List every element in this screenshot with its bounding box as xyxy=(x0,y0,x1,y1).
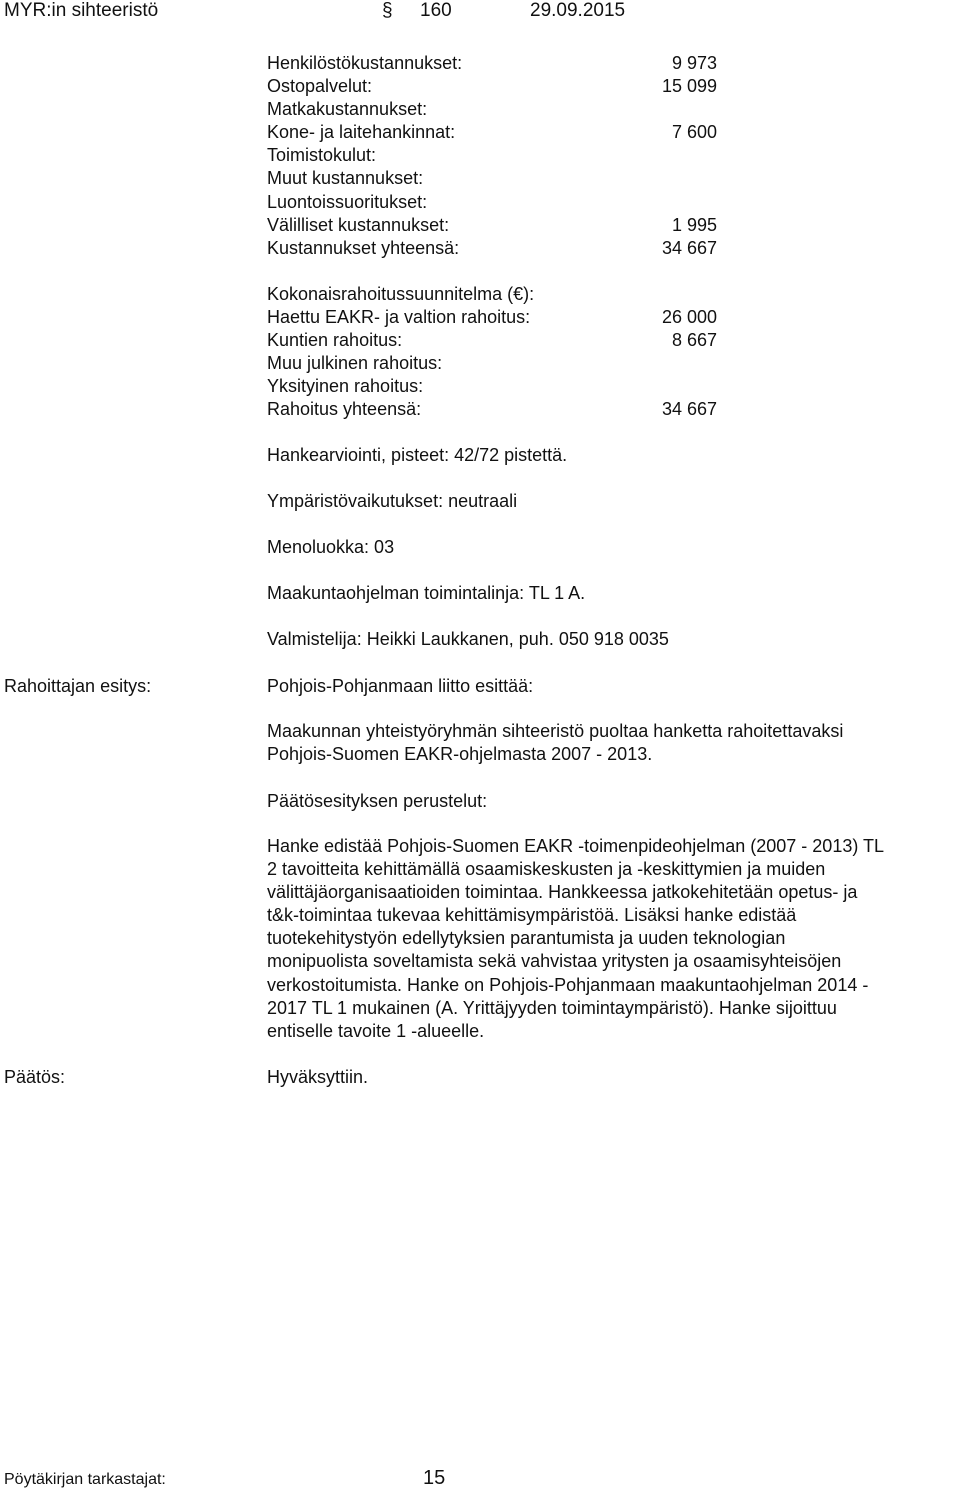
page-number: 15 xyxy=(423,1467,446,1489)
statement-line: Maakunnan yhteistyöryhmän sihteeristö puoltaa hanketta rahoitettavaksi xyxy=(267,721,844,741)
cost-row-label: Kustannukset yhteensä: xyxy=(267,237,460,258)
cost-row xyxy=(267,144,717,167)
cost-row xyxy=(267,75,717,98)
cost-row-label: Kone- ja laitehankinnat: xyxy=(267,122,456,143)
rationale-line: 2017 TL 1 mukainen (A. Yrittäjyyden toimintaympäristö). Hanke sijoittuu xyxy=(267,997,837,1018)
rationale-line: Hanke edistää Pohjois-Suomen EAKR -toimenpideohjelman (2007 - 2013) TL xyxy=(267,836,885,856)
program-line: Maakuntaohjelman toimintalinja: TL 1 A. xyxy=(267,583,586,603)
cost-row xyxy=(267,237,717,260)
cost-row-value: 15 099 xyxy=(661,76,717,97)
cost-row-label: Toimistokulut: xyxy=(267,145,377,166)
decision-label: Päätös: xyxy=(4,1067,66,1087)
cost-row xyxy=(267,191,717,214)
funding-row xyxy=(267,398,717,421)
rationale-heading: Päätösesityksen perustelut: xyxy=(267,791,488,811)
cost-row xyxy=(267,52,717,75)
section-mark: § xyxy=(382,0,393,21)
meeting-date: 29.09.2015 xyxy=(530,0,626,21)
proposal-statement xyxy=(267,720,957,766)
rationale-paragraph xyxy=(267,835,957,1043)
minutes-section-number: 160 xyxy=(420,0,452,21)
minutes-checkers-label: Pöytäkirjan tarkastajat: xyxy=(4,1471,166,1488)
rationale-line: 2 tavoitteita kehittämällä osaamiskeskusten ja -keskittymien ja muiden xyxy=(267,859,826,880)
funding-row-value: 26 000 xyxy=(661,307,717,328)
funding-row-label: Kokonaisrahoitussuunnitelma (€): xyxy=(267,284,535,304)
cost-row xyxy=(267,98,717,121)
funding-row-value: 34 667 xyxy=(661,399,717,420)
cost-row xyxy=(267,214,717,237)
cost-row-value: 7 600 xyxy=(671,122,717,143)
rationale-line: t&k-toimintaa tukevaa kehittämisympäristöä. Lisäksi hanke edistää xyxy=(267,905,797,926)
environmental-impact: Ympäristövaikutukset: neutraali xyxy=(267,491,518,511)
cost-row-label: Matkakustannukset: xyxy=(267,99,428,120)
preparer-contact: Valmistelija: Heikki Laukkanen, puh. 050 918 0035 xyxy=(267,629,669,649)
rationale-line: monipuolista soveltamista sekä vahvistaa yritysten ja osaamisyhteisöjen xyxy=(267,951,842,972)
funder-proposal-label: Rahoittajan esitys: xyxy=(4,676,152,696)
rationale-line: välittäjäorganisaatioiden toimintaa. Hankkeessa jatkokehitetään opetus- ja xyxy=(267,882,858,903)
rationale-line: verkostoitumista. Hanke on Pohjois-Pohjanmaan maakuntaohjelman 2014 - xyxy=(267,974,869,995)
funding-row xyxy=(267,329,717,352)
funding-table xyxy=(267,283,717,422)
cost-row-label: Luontoissuoritukset: xyxy=(267,191,428,212)
expense-class: Menoluokka: 03 xyxy=(267,537,395,557)
rationale-line: entiselle tavoite 1 -alueelle. xyxy=(267,1020,485,1041)
funding-row-label: Haettu EAKR- ja valtion rahoitus: xyxy=(267,307,531,328)
funding-row-label: Muu julkinen rahoitus: xyxy=(267,353,443,374)
document-title: MYR:in sihteeristö xyxy=(4,0,159,21)
funding-row xyxy=(267,306,717,329)
cost-row xyxy=(267,121,717,144)
cost-row-label: Ostopalvelut: xyxy=(267,76,373,97)
project-evaluation: Hankearviointi, pisteet: 42/72 pistettä. xyxy=(267,445,568,465)
rationale-line: tuotekehitystyön edellytyksien parantumista ja uuden teknologian xyxy=(267,928,786,949)
decision-text: Hyväksyttiin. xyxy=(267,1067,369,1087)
funding-row xyxy=(267,352,717,375)
funding-row-label: Kuntien rahoitus: xyxy=(267,330,403,351)
cost-table xyxy=(267,52,717,260)
statement-line: Pohjois-Suomen EAKR-ohjelmasta 2007 - 2013. xyxy=(267,744,653,765)
cost-row-value: 9 973 xyxy=(671,53,717,73)
cost-row-value: 34 667 xyxy=(661,237,717,258)
funding-row-value: 8 667 xyxy=(671,330,717,351)
cost-row-value: 1 995 xyxy=(671,214,717,235)
cost-row-label: Muut kustannukset: xyxy=(267,168,424,189)
funding-row-label: Rahoitus yhteensä: xyxy=(267,399,422,420)
funding-row-label: Yksityinen rahoitus: xyxy=(267,376,424,397)
cost-row xyxy=(267,167,717,190)
cost-row-label: Välilliset kustannukset: xyxy=(267,214,450,235)
proposal-intro: Pohjois-Pohjanmaan liitto esittää: xyxy=(267,676,534,696)
cost-row-label: Henkilöstökustannukset: xyxy=(267,53,463,73)
funding-row xyxy=(267,283,717,306)
funding-row xyxy=(267,375,717,398)
